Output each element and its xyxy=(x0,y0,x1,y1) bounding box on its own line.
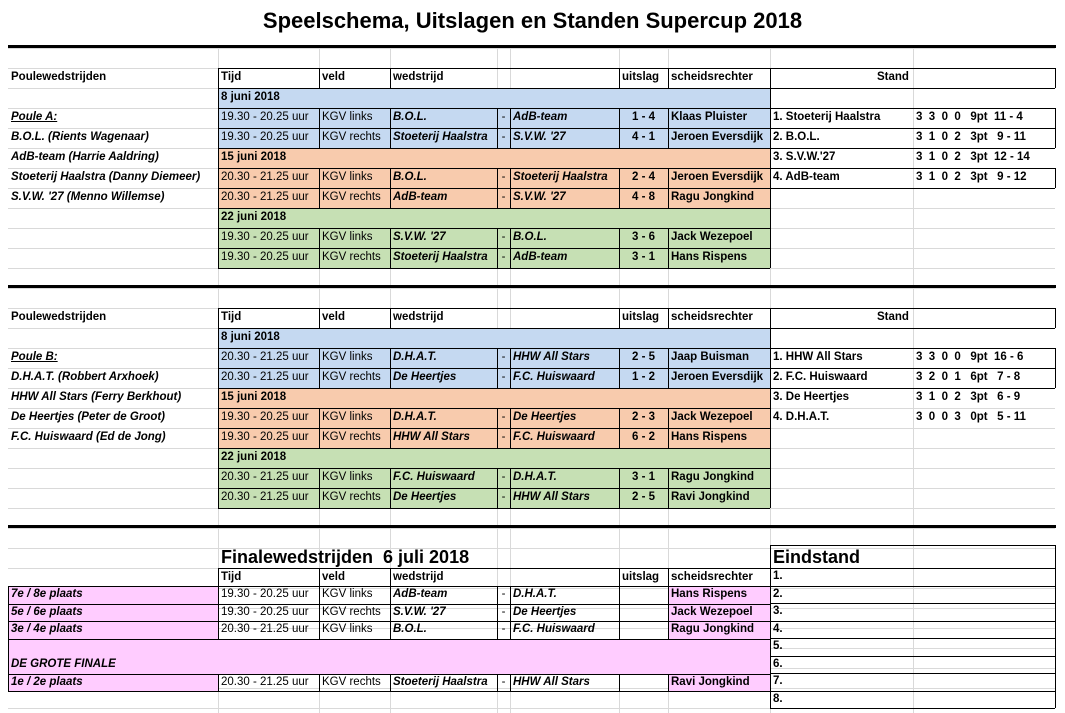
border-line xyxy=(770,448,771,508)
match-time: 20.30 - 21.25 uur xyxy=(221,351,309,363)
match-date: 8 juni 2018 xyxy=(221,91,280,103)
referee: Ravi Jongkind xyxy=(671,675,750,688)
border-line xyxy=(619,308,620,328)
home-team: D.H.A.T. xyxy=(393,411,437,423)
border-line xyxy=(1055,348,1056,368)
referee: Hans Rispens xyxy=(671,431,748,443)
eindstand-place: 6. xyxy=(773,657,783,670)
section-divider xyxy=(8,285,1056,288)
eindstand-place: 7. xyxy=(773,675,783,687)
poule-label: Poule A: xyxy=(11,111,58,123)
match-field: KGV rechts xyxy=(322,675,381,688)
border-line xyxy=(1055,656,1056,674)
standing-stats: 3 1 0 2 3pt 9 - 12 xyxy=(916,171,1027,183)
standing-team: 4. AdB-team xyxy=(773,171,840,183)
border-line xyxy=(218,568,770,569)
match-field: KGV rechts xyxy=(322,251,381,263)
match-dash: - xyxy=(501,491,506,503)
home-team: AdB-team xyxy=(393,588,448,600)
home-team: De Heertjes xyxy=(393,491,457,503)
home-team: F.C. Huiswaard xyxy=(393,471,475,483)
col-header-tijd: Tijd xyxy=(221,311,242,323)
col-header-tijd: Tijd xyxy=(221,571,242,583)
border-line xyxy=(770,68,771,88)
match-date: 22 juni 2018 xyxy=(221,451,287,463)
border-line xyxy=(770,188,1055,189)
referee: Ragu Jongkind xyxy=(671,471,755,483)
match-date: 22 juni 2018 xyxy=(221,211,287,223)
grid-line xyxy=(8,48,1055,49)
match-field: KGV links xyxy=(322,411,373,423)
match-date: 15 juni 2018 xyxy=(221,391,287,403)
border-line xyxy=(770,168,771,188)
referee: Jaap Buisman xyxy=(671,351,749,363)
match-dash: - xyxy=(501,431,506,443)
col-header-scheidsrechter: scheidsrechter xyxy=(671,571,753,583)
referee: Hans Rispens xyxy=(671,251,748,263)
away-team: HHW All Stars xyxy=(513,491,590,503)
col-header-wedstrijd: wedstrijd xyxy=(393,311,444,323)
section-divider xyxy=(8,45,1056,48)
border-line xyxy=(770,88,1055,89)
border-line xyxy=(668,568,669,586)
border-line xyxy=(770,68,1055,69)
away-team: HHW All Stars xyxy=(513,675,590,688)
border-line xyxy=(770,108,771,128)
standing-team: 2. F.C. Huiswaard xyxy=(773,371,868,383)
border-line xyxy=(770,128,1055,129)
match-score: 2 - 5 xyxy=(631,351,655,363)
team-entry: F.C. Huiswaard (Ed de Jong) xyxy=(11,431,166,443)
match-score: 2 - 4 xyxy=(631,171,655,183)
match-time: 20.30 - 21.25 uur xyxy=(221,471,309,483)
home-team: D.H.A.T. xyxy=(393,351,437,363)
match-time: 20.30 - 21.25 uur xyxy=(221,491,309,503)
border-line xyxy=(1055,545,1056,569)
col-header-tijd: Tijd xyxy=(221,71,242,83)
match-time: 19.30 - 20.25 uur xyxy=(221,231,309,243)
standing-team: 1. HHW All Stars xyxy=(773,351,863,363)
match-field: KGV rechts xyxy=(322,491,381,503)
border-line xyxy=(1055,568,1056,586)
final-label: 7e / 8e plaats xyxy=(11,588,83,600)
match-dash: - xyxy=(501,675,506,688)
eindstand-title: Eindstand xyxy=(773,547,861,567)
match-score: 4 - 8 xyxy=(631,191,655,203)
referee: Ragu Jongkind xyxy=(671,191,755,203)
section-divider xyxy=(8,525,1056,528)
border-line xyxy=(218,568,219,586)
standing-team: 3. De Heertjes xyxy=(773,391,850,403)
border-line xyxy=(770,708,1055,709)
border-line xyxy=(770,368,771,388)
match-score: 1 - 4 xyxy=(631,111,655,123)
referee: Klaas Pluister xyxy=(671,111,748,123)
border-line xyxy=(390,68,391,88)
border-line xyxy=(770,308,771,328)
referee: Ragu Jongkind xyxy=(671,623,755,635)
match-time: 19.30 - 20.25 uur xyxy=(221,431,309,443)
match-time: 19.30 - 20.25 uur xyxy=(221,251,309,263)
border-line xyxy=(619,68,620,88)
match-time: 20.30 - 21.25 uur xyxy=(221,191,309,203)
border-line xyxy=(770,168,1055,169)
grid-line xyxy=(8,528,1055,529)
team-entry: Stoeterij Haalstra (Danny Diemeer) xyxy=(11,171,201,183)
border-line xyxy=(390,308,391,328)
border-line xyxy=(218,308,770,309)
match-date: 15 juni 2018 xyxy=(221,151,287,163)
match-dash: - xyxy=(501,351,506,363)
border-line xyxy=(770,545,771,569)
border-line xyxy=(218,388,770,389)
border-line xyxy=(319,68,320,88)
border-line xyxy=(619,568,620,586)
match-dash: - xyxy=(501,251,506,263)
border-line xyxy=(218,68,770,69)
away-team: F.C. Huiswaard xyxy=(513,431,595,443)
border-line xyxy=(1055,691,1056,709)
match-dash: - xyxy=(501,131,506,143)
team-entry: AdB-team (Harrie Aaldring) xyxy=(11,151,159,163)
standing-stats: 3 2 0 1 6pt 7 - 8 xyxy=(916,371,1021,383)
standing-stats: 3 0 0 3 0pt 5 - 11 xyxy=(916,411,1026,423)
standing-stats: 3 3 0 0 9pt 16 - 6 xyxy=(916,351,1024,363)
match-dash: - xyxy=(501,371,506,383)
away-team: D.H.A.T. xyxy=(513,471,557,483)
match-time: 19.30 - 20.25 uur xyxy=(221,588,309,600)
match-time: 19.30 - 20.25 uur xyxy=(221,411,309,423)
col-header-scheidsrechter: scheidsrechter xyxy=(671,311,753,323)
match-dash: - xyxy=(501,471,506,483)
referee: Jeroen Eversdijk xyxy=(671,171,764,183)
match-field: KGV links xyxy=(322,231,373,243)
border-line xyxy=(8,691,770,692)
home-team: Stoeterij Haalstra xyxy=(393,675,488,688)
final-label: 3e / 4e plaats xyxy=(11,623,83,635)
col-header-uitslag: uitslag xyxy=(622,571,660,583)
match-field: KGV links xyxy=(322,111,373,123)
border-line xyxy=(770,128,771,148)
standing-stats: 3 1 0 2 3pt 12 - 14 xyxy=(916,151,1030,163)
match-dash: - xyxy=(501,231,506,243)
away-team: S.V.W. '27 xyxy=(513,191,566,203)
match-score: 2 - 3 xyxy=(631,411,655,423)
eindstand-place: 1. xyxy=(773,570,783,582)
away-team: S.V.W. '27 xyxy=(513,131,566,143)
col-header-stand: Stand xyxy=(877,311,909,323)
col-header-uitslag: uitslag xyxy=(622,71,660,83)
away-team: De Heertjes xyxy=(513,605,577,618)
col-header-wedstrijd: wedstrijd xyxy=(393,571,444,583)
match-time: 19.30 - 20.25 uur xyxy=(221,605,309,618)
referee: Ravi Jongkind xyxy=(671,491,750,503)
match-score xyxy=(619,603,668,622)
border-line xyxy=(1055,368,1056,388)
match-time: 20.30 - 21.25 uur xyxy=(221,623,309,635)
match-field: KGV links xyxy=(322,351,373,363)
team-entry: De Heertjes (Peter de Groot) xyxy=(11,411,166,423)
border-line xyxy=(770,368,1055,369)
home-team: Stoeterij Haalstra xyxy=(393,131,488,143)
col-header-veld: veld xyxy=(322,571,346,583)
col-header-stand: Stand xyxy=(877,71,909,83)
home-team: B.O.L. xyxy=(393,623,427,635)
team-entry: HHW All Stars (Ferry Berkhout) xyxy=(11,391,182,403)
grid-line xyxy=(8,288,1055,289)
match-field: KGV links xyxy=(322,588,373,600)
match-score: 3 - 6 xyxy=(631,231,655,243)
match-score: 6 - 2 xyxy=(631,431,655,443)
page-title: Speelschema, Uitslagen en Standen Supercup 2018 xyxy=(262,8,803,33)
home-team: De Heertjes xyxy=(393,371,457,383)
match-time: 20.30 - 21.25 uur xyxy=(221,371,309,383)
border-line xyxy=(1055,586,1056,604)
standing-stats: 3 1 0 2 3pt 6 - 9 xyxy=(916,391,1021,403)
border-line xyxy=(218,208,770,209)
border-line xyxy=(218,268,770,269)
section-header: Poulewedstrijden xyxy=(11,311,107,323)
border-line xyxy=(770,108,1055,109)
border-line xyxy=(770,545,1055,546)
border-line xyxy=(218,68,219,88)
col-header-uitslag: uitslag xyxy=(622,311,660,323)
match-score: 3 - 1 xyxy=(631,471,655,483)
border-line xyxy=(1055,68,1056,88)
border-line xyxy=(218,508,770,509)
match-score: 3 - 1 xyxy=(631,251,655,263)
match-date: 8 juni 2018 xyxy=(221,331,280,343)
away-team: Stoeterij Haalstra xyxy=(513,171,608,183)
match-time: 20.30 - 21.25 uur xyxy=(221,675,309,688)
home-team: S.V.W. '27 xyxy=(393,231,446,243)
home-team: B.O.L. xyxy=(393,111,427,123)
border-line xyxy=(1055,603,1056,621)
border-line xyxy=(1055,168,1056,188)
match-dash: - xyxy=(501,411,506,423)
referee: Jack Wezepoel xyxy=(671,231,753,243)
border-line xyxy=(770,328,1055,329)
match-time: 20.30 - 21.25 uur xyxy=(221,171,309,183)
away-team: F.C. Huiswaard xyxy=(513,623,595,635)
col-header-scheidsrechter: scheidsrechter xyxy=(671,71,753,83)
match-dash: - xyxy=(501,623,506,635)
standing-team: 4. D.H.A.T. xyxy=(773,411,830,423)
match-field: KGV links xyxy=(322,171,373,183)
team-entry: D.H.A.T. (Robbert Arxhoek) xyxy=(11,371,159,383)
match-score: 4 - 1 xyxy=(631,131,655,143)
border-line xyxy=(770,308,1055,309)
away-team: D.H.A.T. xyxy=(513,588,557,600)
match-score xyxy=(619,620,668,639)
col-header-veld: veld xyxy=(322,311,346,323)
border-line xyxy=(1055,673,1056,691)
col-header-veld: veld xyxy=(322,71,346,83)
border-line xyxy=(319,308,320,328)
referee: Jeroen Eversdijk xyxy=(671,131,764,143)
away-team: F.C. Huiswaard xyxy=(513,371,595,383)
standing-stats: 3 3 0 0 9pt 11 - 4 xyxy=(916,111,1023,123)
border-line xyxy=(218,328,770,329)
away-team: AdB-team xyxy=(513,111,568,123)
home-team: B.O.L. xyxy=(393,171,427,183)
poule-label: Poule B: xyxy=(11,351,58,363)
eindstand-place: 4. xyxy=(773,622,783,635)
team-entry: B.O.L. (Rients Wagenaar) xyxy=(11,131,149,143)
border-line xyxy=(390,568,391,586)
eindstand-place: 2. xyxy=(773,587,783,600)
match-field: KGV rechts xyxy=(322,371,381,383)
border-line xyxy=(1055,621,1056,639)
match-field: KGV links xyxy=(322,471,373,483)
away-team: AdB-team xyxy=(513,251,568,263)
final-label: 1e / 2e plaats xyxy=(11,675,83,688)
border-line xyxy=(1055,128,1056,148)
match-score: 1 - 2 xyxy=(631,371,655,383)
border-line xyxy=(1055,308,1056,328)
border-line xyxy=(218,308,219,328)
final-label: 5e / 6e plaats xyxy=(11,605,83,618)
border-line xyxy=(770,208,771,268)
standing-team: 2. B.O.L. xyxy=(773,131,820,143)
border-line xyxy=(1055,638,1056,656)
match-field: KGV rechts xyxy=(322,191,381,203)
standing-stats: 3 1 0 2 3pt 9 - 11 xyxy=(916,131,1026,143)
grote-finale-label: DE GROTE FINALE xyxy=(11,658,116,670)
match-field: KGV rechts xyxy=(322,605,381,618)
referee: Hans Rispens xyxy=(671,588,748,600)
section-header: Poulewedstrijden xyxy=(11,71,107,83)
match-field: KGV rechts xyxy=(322,431,381,443)
match-dash: - xyxy=(501,171,506,183)
away-team: HHW All Stars xyxy=(513,351,590,363)
match-field: KGV rechts xyxy=(322,131,381,143)
eindstand-place: 5. xyxy=(773,640,783,652)
border-line xyxy=(218,148,770,149)
match-score: 2 - 5 xyxy=(631,491,655,503)
home-team: S.V.W. '27 xyxy=(393,605,446,618)
referee: Jeroen Eversdijk xyxy=(671,371,764,383)
border-line xyxy=(8,639,770,640)
eindstand-place: 8. xyxy=(773,692,783,705)
standing-team: 1. Stoeterij Haalstra xyxy=(773,111,881,123)
away-team: De Heertjes xyxy=(513,411,577,423)
referee: Jack Wezepoel xyxy=(671,411,753,423)
away-team: B.O.L. xyxy=(513,231,547,243)
match-time: 19.30 - 20.25 uur xyxy=(221,131,309,143)
border-line xyxy=(668,68,669,88)
referee: Jack Wezepoel xyxy=(671,605,753,618)
border-line xyxy=(218,448,770,449)
match-score xyxy=(619,673,668,692)
standing-team: 3. S.V.W.'27 xyxy=(773,151,836,163)
border-line xyxy=(319,568,320,586)
team-entry: S.V.W. '27 (Menno Willemse) xyxy=(11,191,165,203)
home-team: Stoeterij Haalstra xyxy=(393,251,488,263)
border-line xyxy=(770,348,771,368)
match-field: KGV links xyxy=(322,623,373,635)
match-dash: - xyxy=(501,111,506,123)
home-team: AdB-team xyxy=(393,191,448,203)
border-line xyxy=(218,88,770,89)
match-time: 19.30 - 20.25 uur xyxy=(221,111,309,123)
match-dash: - xyxy=(501,191,506,203)
col-header-wedstrijd: wedstrijd xyxy=(393,71,444,83)
border-line xyxy=(1055,108,1056,128)
finals-title: Finalewedstrijden 6 juli 2018 xyxy=(221,547,470,567)
border-line xyxy=(668,308,669,328)
border-line xyxy=(770,348,1055,349)
match-dash: - xyxy=(501,588,506,600)
eindstand-place: 3. xyxy=(773,605,783,617)
match-score xyxy=(619,585,668,604)
match-dash: - xyxy=(501,605,506,618)
home-team: HHW All Stars xyxy=(393,431,470,443)
